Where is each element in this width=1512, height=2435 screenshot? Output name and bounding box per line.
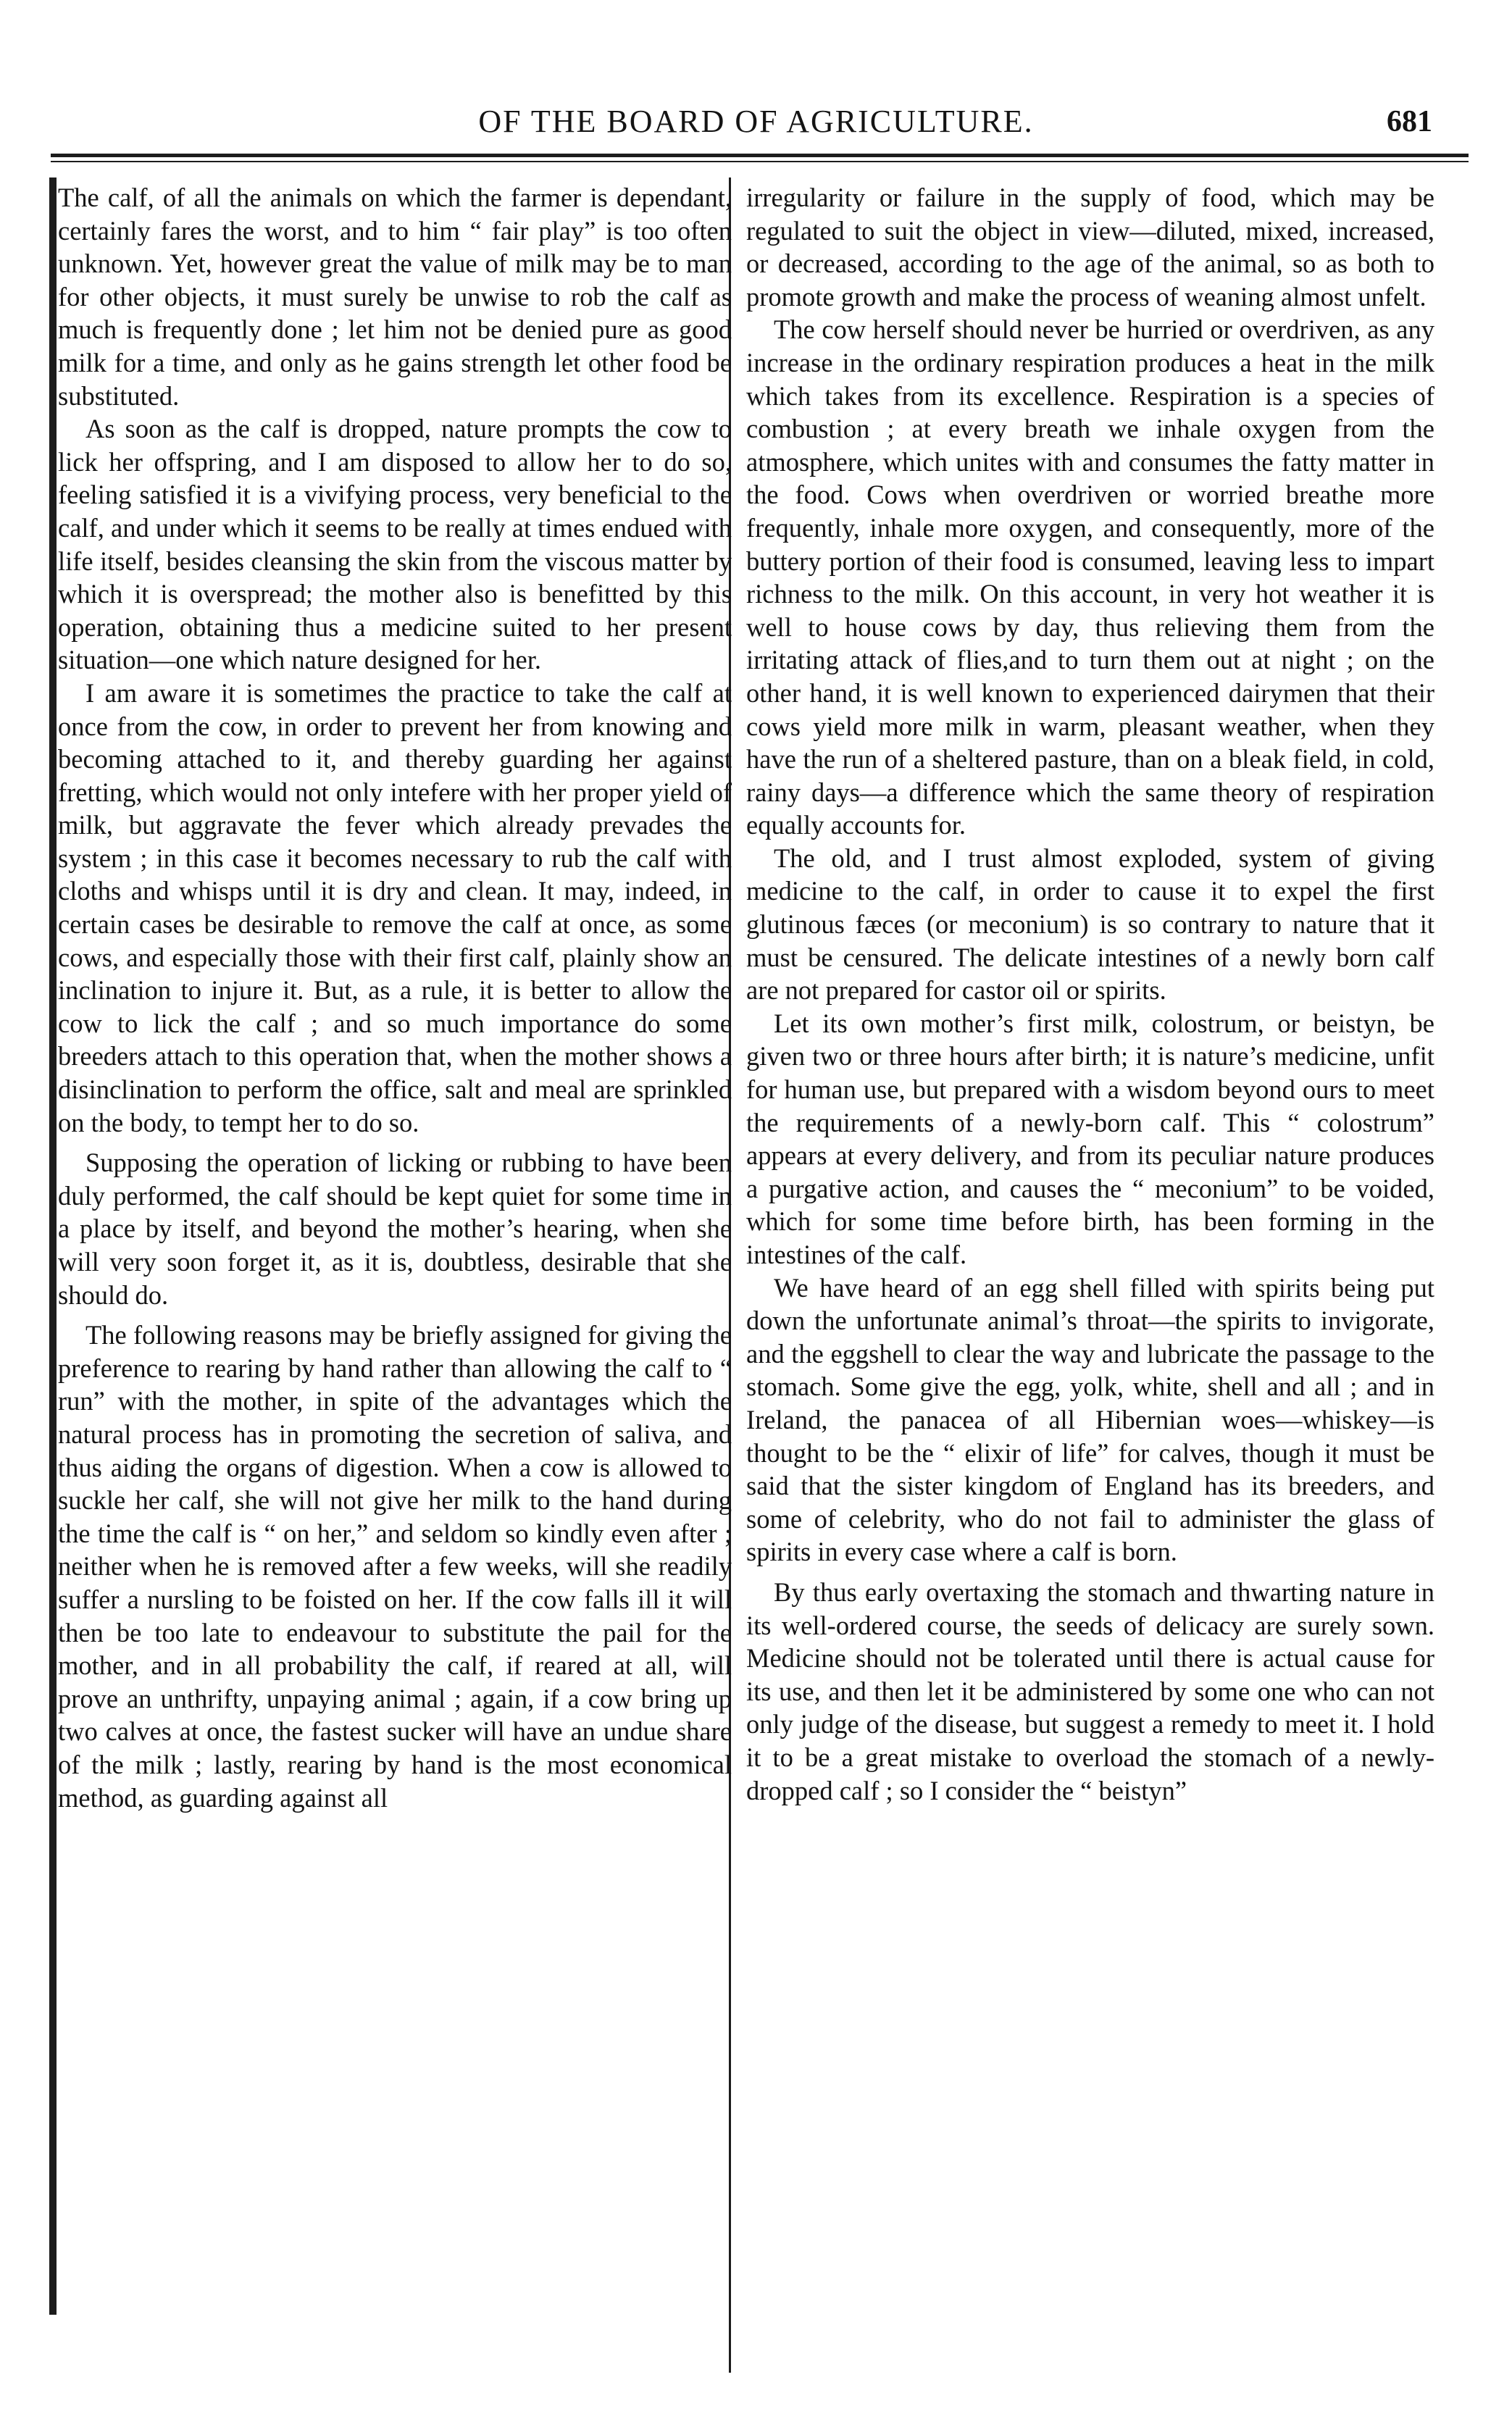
paragraph: As soon as the calf is dropped, nature prompts the cow to lick her offspring, and I am disposed to allow her to do so, feeling satisfied it is a vivifying process, very beneficial to the calf, and under which it seems to be really at times endued with life itself, besides cleansing the skin from the viscous matter by which it is overspread; the mother also is benefitted by this operation, obtaining thus a medicine suited to her present situation—one which nature designed for her. <box>58 414 732 675</box>
paragraph: The old, and I trust almost exploded, system of giving medicine to the calf, in order to cause it to expel the first glutinous fæces (or meconium) is so contrary to nature that it must be censured. The delicate intestines of a newly born calf are not prepared for castor oil or spirits. <box>746 843 1434 1006</box>
paragraph: irregularity or failure in the supply of food, which may be regulated to suit the object in view—diluted, mixed, increased, or decreased, according to the age of the animal, so as both to promote growth and make the process of weaning almost unfelt. <box>746 183 1434 312</box>
header-rule-thin <box>51 161 1469 162</box>
paragraph: The following reasons may be briefly assigned for giving the preference to rearing by hand rather than allowing the calf to “ run” with the mother, in spite of the advantages which the natural process has in promoting the secretion of saliva, and thus aiding the organs of digestion. When a cow is allowed to suckle her calf, she will not give her milk to the hand during the time the calf is “ on her,” and seldom so kindly even after ; neither when he is removed after a few weeks, will she readily suffer a nursling to be foisted on her. If the cow falls ill it will then be too late to endeavour to substitute the pail for the mother, and in all probability the calf, if reared at all, will prove an unthrifty, unpaying animal ; again, if a cow bring up two calves at once, the fastest sucker will have an undue share of the milk ; lastly, rearing by hand is the most economical method, as guarding against all <box>58 1320 732 1813</box>
paragraph: We have heard of an egg shell filled with spirits being put down the unfortunate animal’s throat—the spirits to invigorate, and the eggshell to clear the way and lubricate the passage to the stomach. Some give the egg, yolk, white, shell and all ; and in Ireland, the panacea of all Hibernian woes—whiskey—is thought to be the “ elixir of life” for calves, though it must be said that the sister kingdom of England has its breeders, and some of celebrity, who do not fail to administer the glass of spirits in every case where a calf is born. <box>746 1272 1434 1567</box>
paragraph: Let its own mother’s first milk, colostrum, or beistyn, be given two or three hours after birth; it is nature’s medicine, unfit for human use, but prepared with a wisdom beyond ours to meet the requirements of a newly-born calf. This “ colostrum” appears at every delivery, and from its peculiar nature produces a purgative action, and causes the “ meconium” to be voided, which for some time before birth, has been forming in the intestines of the calf. <box>746 1008 1434 1269</box>
running-title: OF THE BOARD OF AGRICULTURE. <box>478 104 1034 139</box>
running-header <box>0 94 1512 152</box>
right-column <box>746 181 1434 1807</box>
paragraph: The calf, of all the animals on which the farmer is dependant, certainly fares the worst, and to him “ fair play” is too often unknown. Yet, however great the value of milk may be to man for other objects, it must surely be unwise to rob the calf as much is frequently done ; let him not be denied pure as good milk for a time, and only as he gains strength let other food be substituted. <box>58 183 732 411</box>
page-number: 681 <box>1387 105 1432 138</box>
paragraph: By thus early overtaxing the stomach and thwarting nature in its well-ordered course, the seeds of delicacy are surely sown. Medicine should not be tolerated until there is actual cause for its use, and then let it be administered by some one who can not only judge of the disease, but suggest a remedy to meet it. I hold it to be a great mistake to overload the stomach of a newly-dropped calf ; so I consider the “ beistyn” <box>746 1576 1434 1805</box>
paragraph: Supposing the operation of licking or rubbing to have been duly performed, the calf should be kept quiet for some time in a place by itself, and beyond the mother’s hearing, when she will very soon forget it, as it is, doubtless, desirable that she should do. <box>58 1148 732 1310</box>
paragraph: I am aware it is sometimes the practice to take the calf at once from the cow, in order to prevent her from knowing and becoming attached to it, and thereby guarding her against fretting, which would not only intefere with her proper yield of milk, but aggravate the fever which already prevades the system ; in this case it becomes necessary to rub the calf with cloths and whisps until it is dry and clean. It may, indeed, in certain cases be desirable to remove the calf at once, as some cows, and especially those with their first calf, plainly show an inclination to injure it. But, as a rule, it is better to allow the cow to lick the calf ; and so much importance do some breeders attach to this operation that, when the mother shows a disinclination to perform the office, salt and meal are sprinkled on the body, to tempt her to do so. <box>58 677 732 1137</box>
paragraph: The cow herself should never be hurried or overdriven, as any increase in the ordinary respiration produces a heat in the milk which takes from its excellence. Respiration is a species of combustion ; at every breath we inhale oxygen from the atmosphere, which unites with and consumes the fatty matter in the food. Cows when overdriven or worried breathe more frequently, inhale more oxygen, and consequently, more of the buttery portion of their food is consumed, leaving less to impart richness to the milk. On this account, in very hot weather it is well to house cows by day, thus relieving them from the irritating attack of flies,and to turn them out at night ; on the other hand, it is well known to experienced dairymen that their cows yield more milk in warm, pleasant weather, when they have the run of a sheltered pasture, than on a bleak field, in cold, rainy days—a difference which the same theory of respiration equally accounts for. <box>746 314 1434 840</box>
binding-shadow <box>49 177 57 2315</box>
header-rule-thick <box>51 154 1469 157</box>
left-column <box>58 181 732 1814</box>
